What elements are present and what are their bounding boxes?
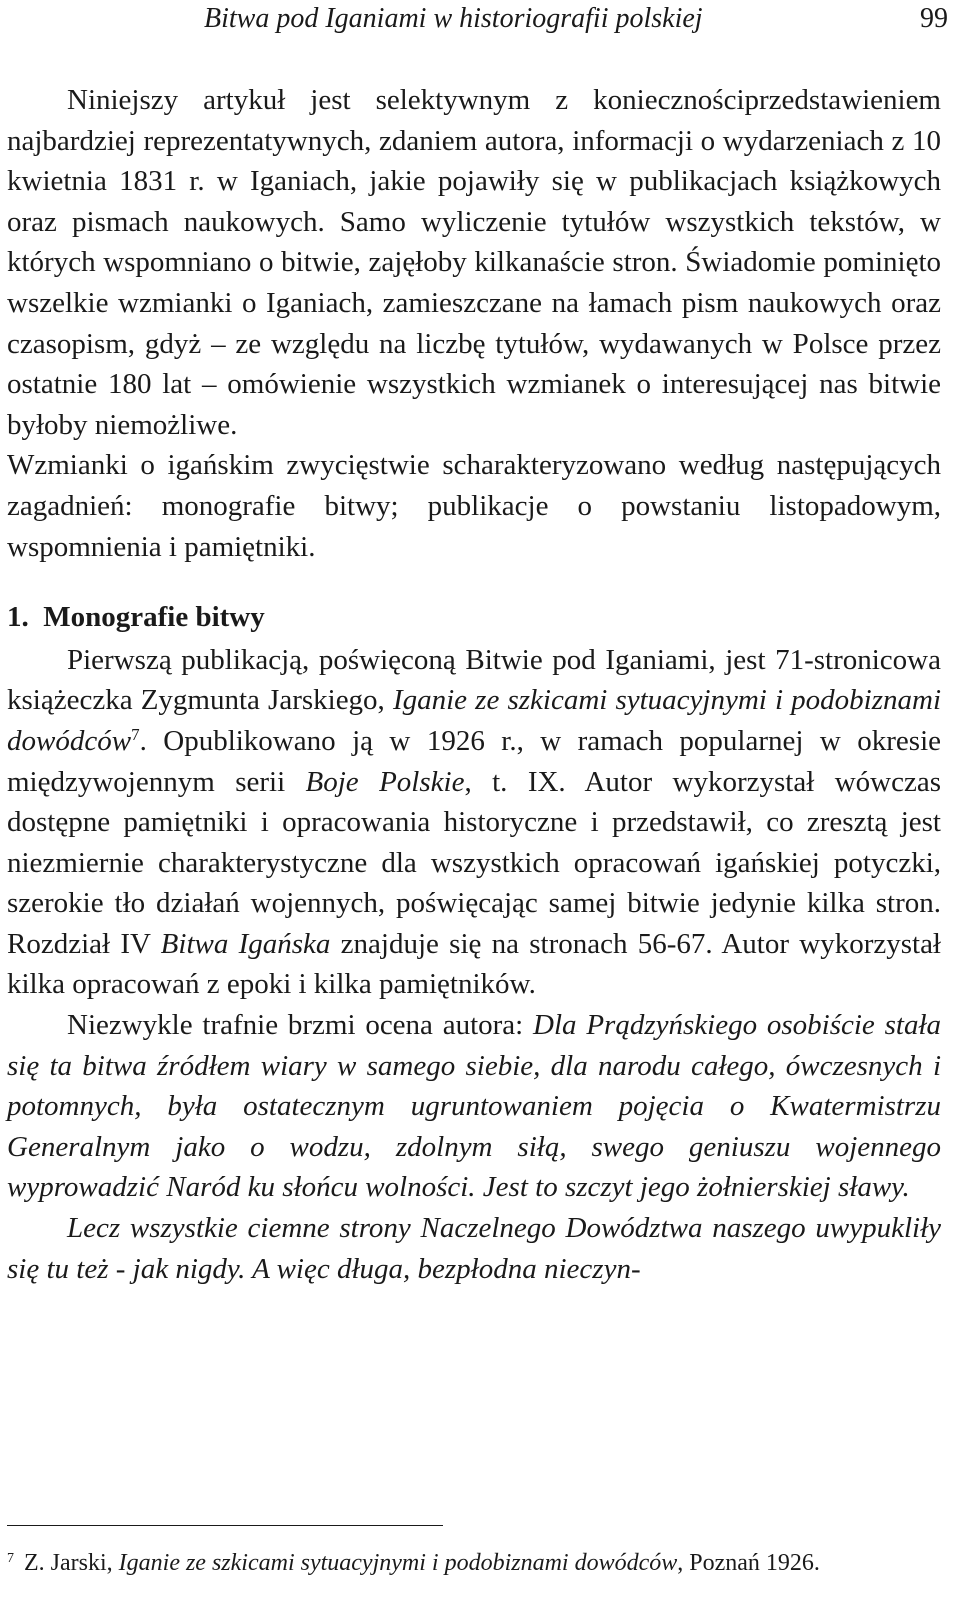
footnote — [7, 1547, 941, 1579]
footnote-author: Z. Jarski, — [18, 1550, 119, 1576]
text-run: , t. IX. Autor wykorzystał wówczas dostępne pamiętniki i opracowania historyczne i przedstawił, co zresztą jest niezmiernie charakterystyczne dla wszystkich opracowań igańskiej potyczki, szerokie tło działań wojennych, poświęcając samej bitwie jedynie kilka stron. Rozdział IV — [7, 765, 941, 960]
footnote-place: , Poznań 1926. — [677, 1550, 820, 1576]
paragraph-quotation — [7, 1208, 941, 1289]
page-number: 99 — [920, 3, 948, 34]
running-header — [0, 0, 948, 40]
text-run: Niezwykle trafnie brzmi ocena autora: — [67, 1009, 534, 1042]
section-heading — [7, 597, 941, 638]
text-run: . Opublikowano ją w 1926 r., w ramach popularnej w okresie międzywojennym serii — [7, 724, 941, 798]
running-title: Bitwa pod Iganiami w historiografii polskiej — [204, 3, 703, 34]
footnote-title: Iganie ze szkicami sytuacyjnymi i podobiznami dowódców — [118, 1550, 678, 1576]
section-title: Monografie bitwy — [43, 601, 265, 634]
paragraph-topics: Wzmianki o igańskim zwycięstwie scharakteryzowano według następujących zagadnień: monografie bitwy; publikacje o powstaniu listopadowym, wspomnienia i pamiętniki. — [7, 449, 941, 563]
footnote-mark: 7 — [7, 1551, 14, 1566]
chapter-title: Bitwa Igańska — [160, 927, 331, 960]
quotation: Dla Prądzyńskiego osobiście stała się ta bitwa źródłem wiary w samego siebie, dla narodu całego, ówczesnych i potomnych, była ostatecznym ugruntowaniem pojęcia o Kwatermistrzu Generalnym jako o wodzu, zdolnym siłą, swego geniuszu wojennego wyprowadzić Naród ku słońcu wolności. Jest to szczyt jego żołnierskiej sławy. — [7, 1009, 942, 1204]
section-number: 1. — [7, 601, 29, 634]
footnote-separator — [7, 1525, 443, 1526]
quotation: Lecz wszystkie ciemne strony Naczelnego Dowództwa naszego uwypukliły się tu też - jak nigdy. A więc długa, bezpłodna nieczyn- — [7, 1212, 941, 1285]
text-run: Pierwszą publikacją, poświęconą Bitwie pod Iganiami, jest 71-stronicowa książeczka Zygmunta Jarskiego, — [7, 643, 941, 717]
paragraph-intro: Niniejszy artykuł jest selektywnym z koniecznościprzedstawieniem najbardziej reprezentatywnych, zdaniem autora, informacji o wydarzeniach z 10 kwietnia 1831 r. w Iganiach, jakie pojawiły się w publikacjach książkowych oraz pismach naukowych. Samo wyliczenie tytułów wszystkich tekstów, w których wspomniano o bitwie, zajęłoby kilkanaście stron. Świadomie pominięto wszelkie wzmianki o Iganiach, zamieszczane na łamach pism naukowych oraz czasopism, gdyż – ze względu na liczbę tytułów, wydawanych w Polsce przez ostatnie 180 lat – omówienie wszystkich wzmianek o interesującej nas bitwie byłoby niemożliwe. — [7, 84, 941, 441]
paragraph-assessment — [7, 1005, 941, 1208]
text-run: znajduje się na stronach 56-67. Autor wykorzystał kilka opracowań z epoki i kilka pamiętników. — [7, 927, 941, 1001]
book-title: Iganie ze szkicami sytuacyjnymi i podobiznami dowódców — [7, 684, 941, 757]
footnote-reference[interactable]: 7 — [131, 724, 140, 744]
paragraph-first-monograph — [7, 640, 941, 1005]
series-title: Boje Polskie — [305, 765, 465, 798]
main-text — [7, 80, 941, 1289]
